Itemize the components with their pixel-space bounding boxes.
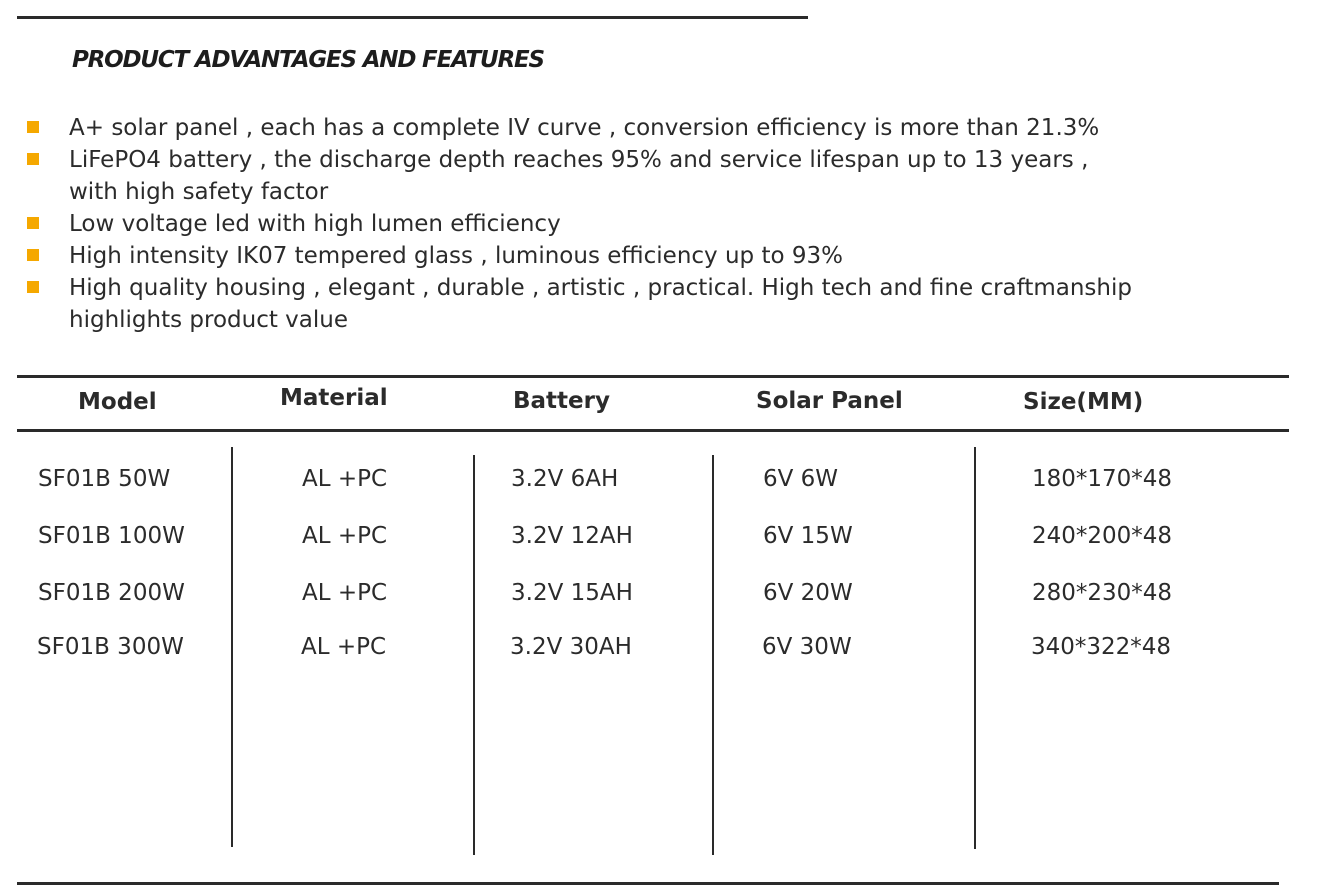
column-header-size: Size(MM) — [1023, 389, 1144, 415]
section-title: PRODUCT ADVANTAGES AND FEATURES — [72, 47, 544, 73]
cell-battery: 3.2V 15AH — [511, 580, 633, 606]
column-header-model: Model — [78, 389, 157, 415]
square-bullet-icon — [27, 281, 39, 293]
cell-model: SF01B 200W — [38, 580, 185, 606]
column-header-solar-panel: Solar Panel — [756, 388, 903, 414]
table-header-bottom-rule — [17, 429, 1289, 432]
column-header-battery: Battery — [513, 388, 610, 414]
cell-material: AL +PC — [302, 523, 388, 549]
cell-battery: 3.2V 6AH — [511, 466, 619, 492]
cell-solar-panel: 6V 30W — [762, 634, 852, 660]
column-header-material: Material — [280, 385, 388, 411]
cell-material: AL +PC — [302, 580, 388, 606]
top-divider — [17, 16, 808, 19]
column-divider — [974, 447, 976, 849]
cell-model: SF01B 300W — [37, 634, 184, 660]
cell-material: AL +PC — [301, 634, 387, 660]
cell-size: 280*230*48 — [1032, 580, 1173, 606]
cell-battery: 3.2V 12AH — [511, 523, 633, 549]
column-divider — [473, 455, 475, 855]
cell-size: 180*170*48 — [1032, 466, 1173, 492]
table-header-top-rule — [17, 375, 1289, 378]
square-bullet-icon — [27, 121, 39, 133]
square-bullet-icon — [27, 217, 39, 229]
square-bullet-icon — [27, 249, 39, 261]
cell-model: SF01B 100W — [38, 523, 185, 549]
cell-battery: 3.2V 30AH — [510, 634, 632, 660]
table-bottom-rule — [17, 882, 1279, 885]
column-divider — [231, 447, 233, 847]
column-divider — [712, 455, 714, 855]
feature-text-continuation: with high safety factor — [69, 179, 329, 205]
cell-size: 240*200*48 — [1032, 523, 1173, 549]
feature-text: High intensity IK07 tempered glass , luminous efficiency up to 93% — [69, 243, 843, 269]
square-bullet-icon — [27, 153, 39, 165]
cell-solar-panel: 6V 15W — [763, 523, 853, 549]
cell-model: SF01B 50W — [38, 466, 171, 492]
feature-text-continuation: highlights product value — [69, 307, 349, 333]
cell-size: 340*322*48 — [1031, 634, 1172, 660]
cell-solar-panel: 6V 20W — [763, 580, 853, 606]
feature-text: LiFePO4 battery , the discharge depth reaches 95% and service lifespan up to 13 years , — [69, 147, 1089, 173]
cell-solar-panel: 6V 6W — [763, 466, 839, 492]
feature-text: Low voltage led with high lumen efficiency — [69, 211, 561, 237]
feature-text: High quality housing , elegant , durable , artistic , practical. High tech and fine craftmanship — [69, 275, 1132, 301]
feature-text: A+ solar panel , each has a complete IV curve , conversion efficiency is more than 21.3% — [69, 115, 1100, 141]
cell-material: AL +PC — [302, 466, 388, 492]
